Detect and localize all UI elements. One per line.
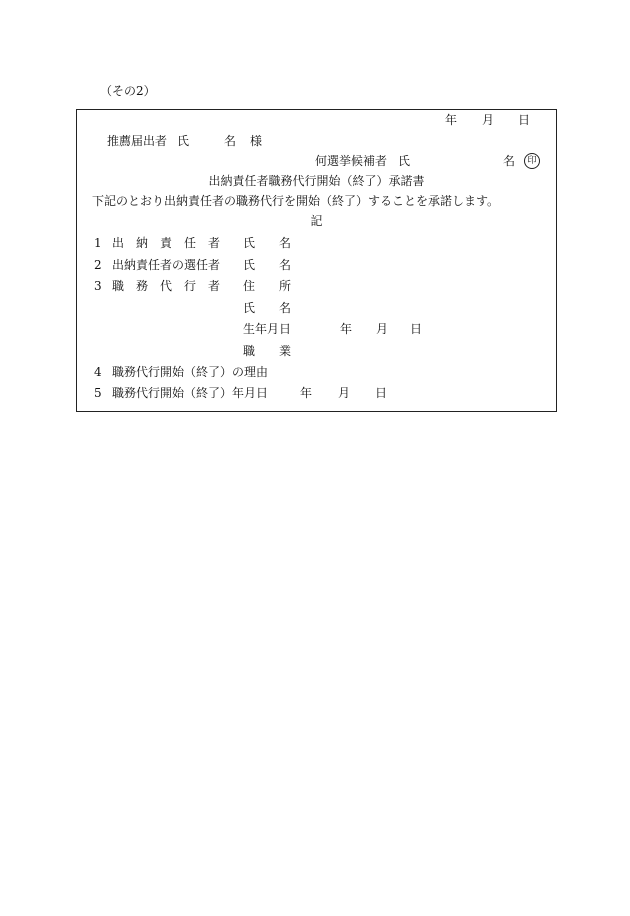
birthdate-day-label: 日 — [410, 322, 423, 336]
date-year-label: 年 — [445, 113, 458, 127]
addressee-name-1: 氏 — [177, 134, 190, 148]
ki-heading: 記 — [310, 214, 323, 228]
item-3-birthdate-field: 生年月日 — [243, 322, 292, 336]
date-month-label: 月 — [482, 113, 495, 127]
item-3-address-field: 住 所 — [243, 279, 292, 293]
item-1-name-field: 氏 名 — [243, 236, 292, 250]
seal-mark — [524, 153, 540, 169]
item-3-name-field: 氏 名 — [243, 301, 292, 315]
addressee-role: 推薦届出者 — [107, 134, 168, 148]
document-title: 出納責任者職務代行開始（終了）承諾書 — [208, 174, 425, 188]
item-2-number: 2 — [94, 258, 102, 272]
birthdate-year-label: 年 — [340, 322, 353, 336]
candidate-role: 何選挙候補者 — [315, 154, 388, 168]
item-5-day-label: 日 — [375, 386, 388, 400]
date-day-label: 日 — [518, 113, 531, 127]
item-4-label: 職務代行開始（終了）の理由 — [112, 365, 269, 379]
addressee-honorific: 様 — [250, 134, 263, 148]
item-5-year-label: 年 — [300, 386, 313, 400]
item-2-label: 出納責任者の選任者 — [112, 258, 221, 272]
item-3-label: 職 務 代 行 者 — [112, 279, 221, 293]
addressee-name-2: 名 — [224, 134, 237, 148]
item-5-month-label: 月 — [338, 386, 351, 400]
birthdate-month-label: 月 — [376, 322, 389, 336]
candidate-name-1: 氏 — [398, 154, 411, 168]
item-5-label: 職務代行開始（終了）年月日 — [112, 386, 269, 400]
item-5-number: 5 — [94, 386, 102, 400]
item-3-occupation-field: 職 業 — [243, 344, 292, 358]
item-3-number: 3 — [94, 279, 102, 293]
seal-char: 印 — [527, 156, 537, 166]
candidate-name-2: 名 — [503, 154, 516, 168]
sheet-label: （その2） — [100, 84, 156, 98]
item-1-number: 1 — [94, 236, 102, 250]
item-4-number: 4 — [94, 365, 102, 379]
item-1-label: 出 納 責 任 者 — [112, 236, 221, 250]
consent-statement: 下記のとおり出納責任者の職務代行を開始（終了）することを承諾します。 — [92, 194, 500, 208]
consent-form — [76, 109, 557, 412]
item-2-name-field: 氏 名 — [243, 258, 292, 272]
